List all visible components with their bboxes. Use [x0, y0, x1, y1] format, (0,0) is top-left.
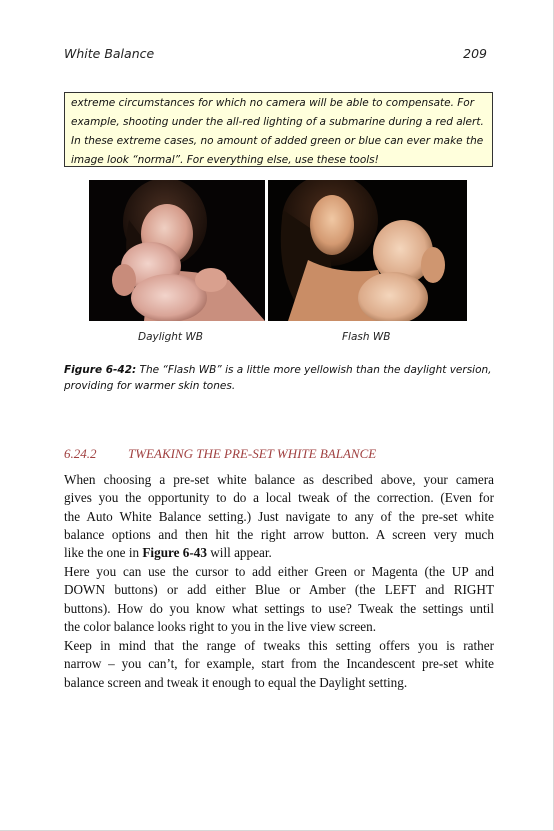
section-heading — [64, 446, 494, 462]
paragraph-line: gives you the opportunity to do a local tweak of the correction. (Even for — [64, 490, 494, 506]
callout-line: image look “normal”. For everything else, use these tools! — [71, 154, 379, 166]
daylight-wb-photo — [89, 180, 265, 321]
figure-label: Figure 6-42: — [64, 364, 137, 376]
section-title: TWEAKING THE PRE-SET WHITE BALANCE — [128, 446, 377, 461]
section-number: 6.24.2 — [64, 446, 97, 461]
flash-wb-photo — [268, 180, 467, 321]
paragraph-text: will appear. — [206, 545, 272, 561]
paragraph-line: Here you can use the cursor to add either Green or Magenta (the UP and — [64, 564, 494, 579]
chapter-title: White Balance — [64, 46, 155, 61]
callout-line: extreme circumstances for which no camera will be able to compensate. For — [71, 97, 475, 109]
paragraph-line: balance screen and tweak it enough to equal the Daylight setting. — [64, 674, 408, 690]
callout-line: In these extreme cases, no amount of added green or blue can ever make the — [71, 135, 484, 147]
paragraph-line: When choosing a pre-set white balance as described above, your camera — [64, 472, 494, 487]
paragraph-line: buttons). How do you know what settings to use? Tweak the settings until — [64, 600, 494, 616]
figure-caption-text: The “Flash WB” is a little more yellowish than the daylight version, — [139, 364, 492, 376]
callout-line: example, shooting under the all-red lighting of a submarine during a red alert. — [71, 116, 484, 128]
figure-reference: Figure 6-43 — [142, 545, 207, 561]
daylight-wb-caption: Daylight WB — [138, 331, 203, 343]
paragraph-line: narrow – you can’t, for example, start from the Incandescent pre-set white — [64, 656, 494, 672]
callout-box — [64, 92, 493, 167]
paragraph-line: DOWN buttons) or add either Blue or Amber (the LEFT and RIGHT — [64, 582, 494, 598]
paragraph-text: like the one in — [64, 545, 143, 561]
figure-caption-text: providing for warmer skin tones. — [64, 380, 236, 392]
paragraph-line — [64, 544, 494, 562]
paragraph — [64, 637, 494, 692]
page-number: 209 — [463, 46, 487, 61]
figure-caption — [64, 362, 494, 394]
paragraph-line: Keep in mind that the range of tweaks this setting offers you is rather — [64, 638, 494, 653]
paragraph — [64, 563, 494, 636]
flash-wb-caption: Flash WB — [342, 331, 391, 343]
paragraph-line: the color balance looks right to you in the live view screen. — [64, 618, 377, 634]
paragraph-line: the Auto White Balance setting.) Just navigate to any of the pre-set white — [64, 508, 494, 524]
paragraph — [64, 471, 494, 562]
paragraph-line: balance options and then hit the right arrow button. A screen very much — [64, 526, 494, 542]
